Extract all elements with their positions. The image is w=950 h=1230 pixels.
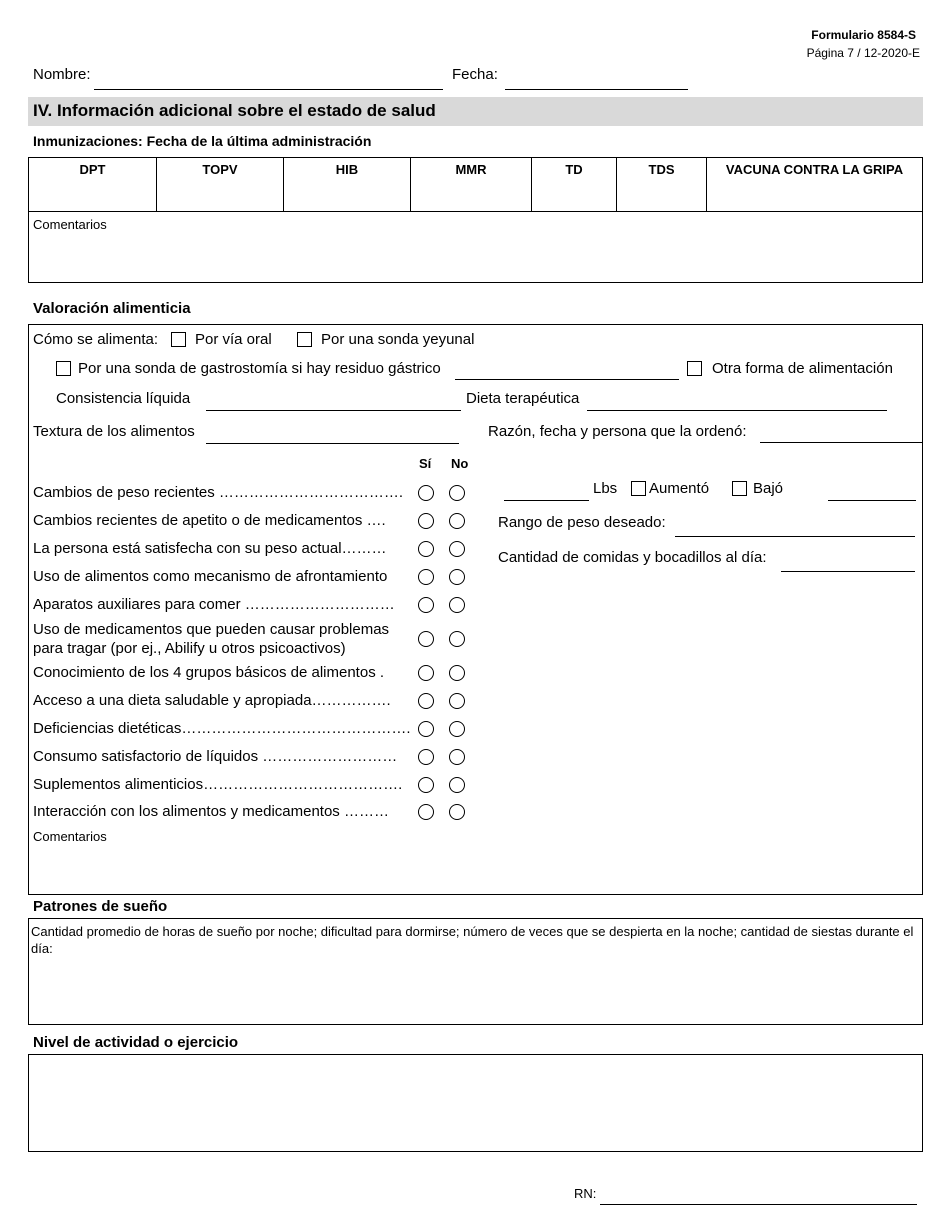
name-field[interactable] (94, 89, 443, 90)
oral-checkbox[interactable] (171, 332, 186, 347)
name-label: Nombre: (33, 66, 91, 83)
question-deficiencies: Deficiencias dietéticas………………………………………. (33, 720, 411, 737)
imm-col-tds[interactable]: TDS (617, 158, 707, 211)
question-food-groups: Conocimiento de los 4 grupos básicos de alimentos . (33, 664, 385, 681)
q1-yes-radio[interactable] (418, 485, 434, 501)
q7-no-radio[interactable] (449, 665, 465, 681)
lost-checkbox[interactable] (732, 481, 747, 496)
q5-yes-radio[interactable] (418, 597, 434, 613)
reason-ordered-label: Razón, fecha y persona que la ordenó: (488, 423, 747, 440)
q8-yes-radio[interactable] (418, 693, 434, 709)
imm-col-td[interactable]: TD (532, 158, 617, 211)
gained-checkbox[interactable] (631, 481, 646, 496)
q7-yes-radio[interactable] (418, 665, 434, 681)
meals-per-day-label: Cantidad de comidas y bocadillos al día: (498, 549, 767, 566)
liquid-consistency-label: Consistencia líquida (56, 390, 191, 407)
q5-no-radio[interactable] (449, 597, 465, 613)
desired-weight-field[interactable] (675, 536, 915, 537)
question-coping-mechanism: Uso de alimentos como mecanismo de afrontamiento (33, 568, 388, 585)
rn-label: RN: (574, 1186, 597, 1201)
gastrostomy-checkbox[interactable] (56, 361, 71, 376)
sleep-title: Patrones de sueño (33, 898, 168, 915)
other-feeding-checkbox[interactable] (687, 361, 702, 376)
gained-label: Aumentó (649, 480, 710, 497)
question-weight-changes: Cambios de peso recientes ………………………………. (33, 484, 404, 501)
jejunal-label: Por una sonda yeyunal (321, 331, 475, 348)
q1-no-radio[interactable] (449, 485, 465, 501)
question-eating-aids: Aparatos auxiliares para comer ………………………… (33, 596, 395, 613)
rn-signature-field[interactable] (600, 1204, 917, 1205)
activity-title: Nivel de actividad o ejercicio (33, 1034, 239, 1051)
therapeutic-diet-label: Dieta terapéutica (466, 390, 580, 407)
nutrition-title: Valoración alimenticia (33, 300, 191, 317)
weight-change-field[interactable] (828, 500, 916, 501)
food-texture-field[interactable] (206, 443, 459, 444)
imm-col-topv[interactable]: TOPV (157, 158, 284, 211)
other-feeding-label: Otra forma de alimentación (712, 360, 893, 377)
q6-no-radio[interactable] (449, 631, 465, 647)
q9-yes-radio[interactable] (418, 721, 434, 737)
form-number: Formulario 8584-S (811, 28, 916, 42)
question-appetite-changes: Cambios recientes de apetito o de medicamentos …. (33, 512, 386, 529)
nutrition-comments-label: Comentarios (33, 829, 107, 844)
imm-comments-label: Comentarios (33, 217, 107, 232)
q4-yes-radio[interactable] (418, 569, 434, 585)
q10-no-radio[interactable] (449, 749, 465, 765)
imm-col-hib[interactable]: HIB (284, 158, 411, 211)
q8-no-radio[interactable] (449, 693, 465, 709)
q2-yes-radio[interactable] (418, 513, 434, 529)
date-label: Fecha: (452, 66, 498, 83)
q6-yes-radio[interactable] (418, 631, 434, 647)
oral-label: Por vía oral (195, 331, 272, 348)
page-info: Página 7 / 12-2020-E (806, 46, 920, 60)
q4-no-radio[interactable] (449, 569, 465, 585)
imm-divider (29, 211, 922, 212)
question-healthy-diet: Acceso a una dieta saludable y apropiada……………. (33, 692, 391, 709)
q12-no-radio[interactable] (449, 804, 465, 820)
activity-box[interactable] (28, 1054, 923, 1152)
q11-yes-radio[interactable] (418, 777, 434, 793)
gastrostomy-label: Por una sonda de gastrostomía si hay residuo gástrico (78, 360, 441, 377)
question-liquid-intake: Consumo satisfactorio de líquidos ……………………… (33, 748, 398, 765)
imm-col-dpt[interactable]: DPT (29, 158, 157, 211)
food-texture-label: Textura de los alimentos (33, 423, 195, 440)
reason-ordered-field[interactable] (760, 442, 922, 443)
lost-label: Bajó (753, 480, 784, 497)
therapeutic-diet-field[interactable] (587, 410, 887, 411)
imm-col-flu[interactable]: VACUNA CONTRA LA GRIPA (725, 162, 904, 177)
immunizations-table (28, 157, 923, 283)
gastrostomy-field[interactable] (455, 379, 679, 380)
weight-lbs-field[interactable] (504, 500, 589, 501)
immunizations-title: Inmunizaciones: Fecha de la última administración (33, 133, 372, 149)
jejunal-checkbox[interactable] (297, 332, 312, 347)
question-weight-satisfied: La persona está satisfecha con su peso actual……… (33, 540, 387, 557)
feeding-label: Cómo se alimenta: (33, 331, 159, 348)
question-supplements: Suplementos alimenticios…………………………………. (33, 776, 403, 793)
desired-weight-label: Rango de peso deseado: (498, 514, 666, 531)
imm-col-mmr[interactable]: MMR (411, 158, 532, 211)
q3-yes-radio[interactable] (418, 541, 434, 557)
q9-no-radio[interactable] (449, 721, 465, 737)
q12-yes-radio[interactable] (418, 804, 434, 820)
q3-no-radio[interactable] (449, 541, 465, 557)
meals-per-day-field[interactable] (781, 571, 915, 572)
section-title: IV. Información adicional sobre el estado de salud (33, 101, 436, 120)
lbs-label: Lbs (593, 480, 618, 497)
yes-header: Sí (419, 456, 432, 471)
question-swallow-meds: Uso de medicamentos que pueden causar problemas (33, 621, 390, 638)
question-food-drug-interaction: Interacción con los alimentos y medicamentos ……… (33, 803, 389, 820)
no-header: No (451, 456, 469, 471)
question-swallow-meds-line2: para tragar (por ej., Abilify u otros psicoactivos) (33, 640, 346, 657)
q2-no-radio[interactable] (449, 513, 465, 529)
sleep-description: Cantidad promedio de horas de sueño por noche; dificultad para dormirse; número de veces que se despierta en la noche; cantidad de siestas durante el día: (31, 924, 914, 956)
date-field[interactable] (505, 89, 688, 90)
q11-no-radio[interactable] (449, 777, 465, 793)
q10-yes-radio[interactable] (418, 749, 434, 765)
liquid-consistency-field[interactable] (206, 410, 461, 411)
